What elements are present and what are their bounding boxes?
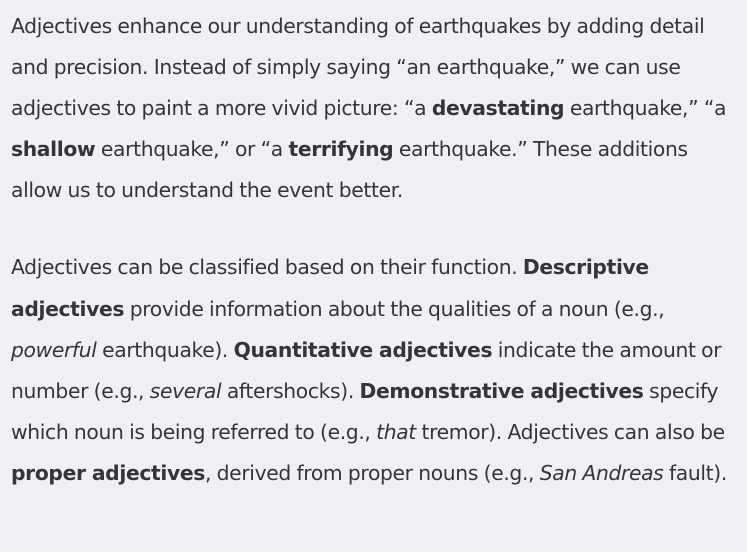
paragraph-earthquake-adjectives-intro [11,6,736,211]
term-descriptive-adjectives: Descriptive adjectives [11,255,649,321]
text-segment: Adjectives can be classified based on their function. [11,255,523,280]
text-segment: tremor). Adjectives can also be [415,419,725,444]
example-that: that [376,419,416,444]
term-quantitative-adjectives: Quantitative adjectives [233,337,493,362]
example-san-andreas: San Andreas [539,460,664,485]
text-segment: aftershocks). [221,378,360,403]
text-segment: , derived from proper nouns (e.g., [204,460,540,485]
emphasis-devastating: devastating [431,96,565,121]
term-proper-adjectives: proper adjectives [11,460,205,485]
text-segment: specify which noun is being referred to (e.g., [11,378,719,444]
emphasis-shallow: shallow [11,137,96,162]
text-segment: fault). [663,460,727,485]
term-demonstrative-adjectives: Demonstrative adjectives [359,378,644,403]
paragraph-adjective-classification [11,247,736,494]
example-several: several [149,378,222,403]
text-segment: Adjectives enhance our understanding of earthquakes by adding detail and precision. Instead of simply saying “an earthquake,” we can use adjectives to paint a more vivid picture: “a [11,14,705,121]
example-powerful: powerful [11,337,97,362]
text-segment: earthquake,” or “a [95,137,289,162]
text-segment: earthquake.” These additions allow us to understand the event better. [11,137,688,203]
emphasis-terrifying: terrifying [288,137,394,162]
text-segment: indicate the amount or number (e.g., [11,337,722,403]
text-segment: provide information about the qualities of a noun (e.g., [124,296,665,321]
text-segment: earthquake). [96,337,234,362]
text-segment: earthquake,” “a [564,96,727,121]
